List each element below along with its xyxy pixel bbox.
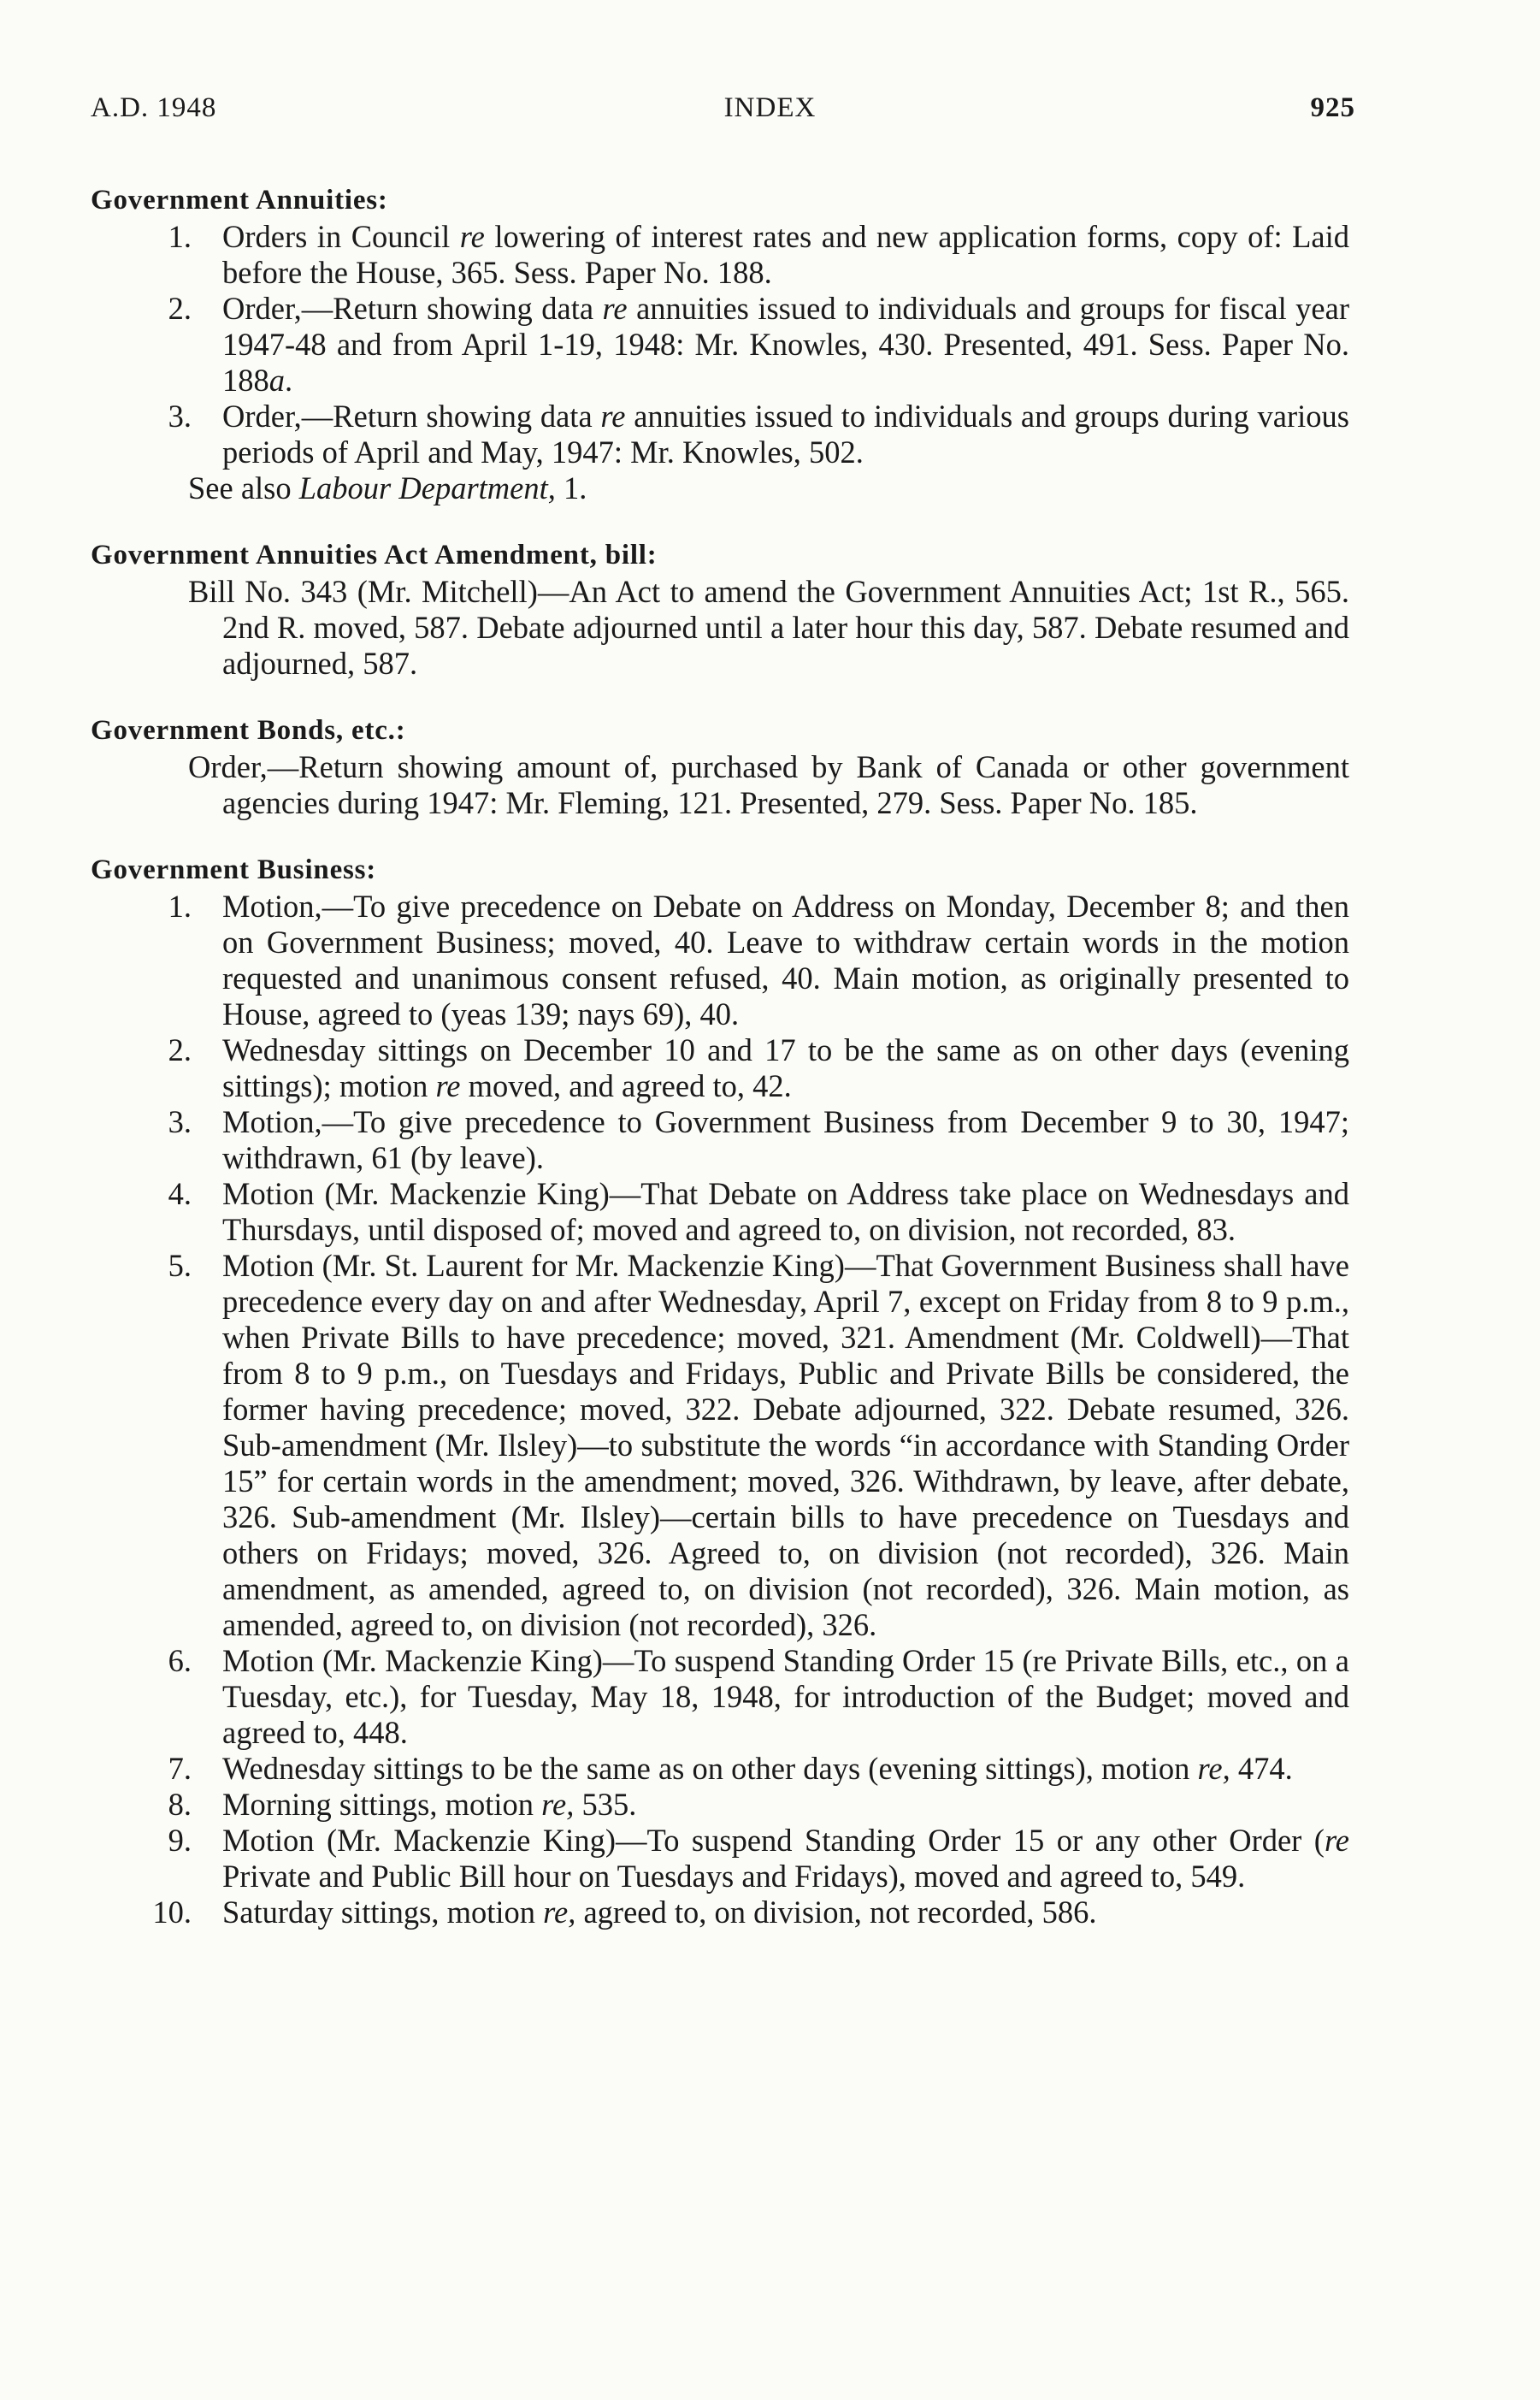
text-run: Motion (Mr. St. Laurent for Mr. Mackenzie King)—That Government Business shall have precedence every day on and after Wednesday, April 7, except on Friday from 8 to 9 p.m., when Private Bills to have precedence; moved, 321. Amendment (Mr. Coldwell)—That from 8 to 9 p.m., on Tuesdays and Fridays, Public and Private Bills be considered, the former having precedence; moved, 322. Debate adjourned, 322. Debate resumed, 326. Sub-amendment (Mr. Ilsley)—to substitute the words “in accordance with Standing Order 15” for certain words in the amendment; moved, 326. Withdrawn, by leave, after debate, 326. Sub-amendment (Mr. Ilsley)—certain bills to have precedence on Tuesdays and others on Fridays; moved, 326. Agreed to, on division (not recorded), 326. Main amendment, as amended, agreed to, on division (not recorded), 326. Main motion, as amended, agreed to, on division (not recorded), 326. xyxy=(222,1248,1349,1642)
text-run: annuities issued to individuals and groups during various periods of April and May, 1947: Mr. Knowles, 502. xyxy=(222,399,1349,470)
entry-number: 2. xyxy=(168,291,192,326)
italic-text: re, xyxy=(1197,1751,1230,1786)
italic-text: Labour Department, xyxy=(298,470,556,505)
index-entry xyxy=(91,1176,1349,1248)
running-header-year: A.D. 1948 xyxy=(91,92,217,123)
entry-number: 4. xyxy=(168,1176,192,1211)
text-run: 474. xyxy=(1230,1751,1293,1786)
index-entry xyxy=(91,1032,1349,1104)
italic-text: re xyxy=(600,399,626,434)
index-section xyxy=(91,181,1349,506)
index-entry xyxy=(91,749,1349,821)
text-run: Bill No. 343 (Mr. Mitchell)—An Act to amend the Government Annuities Act; 1st R., 565. 2nd R. moved, 587. Debate adjourned until a later hour this day, 587. Debate resumed and adjourned, 587. xyxy=(188,574,1349,681)
text-run: moved, and agreed to, 42. xyxy=(460,1068,792,1103)
text-run: Order,—Return showing data xyxy=(222,399,601,434)
text-run: Wednesday sittings on December 10 and 17 to be the same as on other days (evening sittings); motion xyxy=(222,1032,1349,1103)
index-content xyxy=(91,181,1349,1960)
entry-number: 1. xyxy=(168,219,192,254)
index-entry xyxy=(91,574,1349,682)
entry-number: 1. xyxy=(168,889,192,924)
text-run: Motion (Mr. Mackenzie King)—That Debate on Address take place on Wednesdays and Thursdays, until disposed of; moved and agreed to, on division, not recorded, 83. xyxy=(222,1176,1349,1247)
italic-text: re xyxy=(459,219,485,254)
text-run: lowering of interest rates and new application forms, copy of: Laid before the House, 365. Sess. Paper No. 188. xyxy=(222,219,1350,290)
text-run: Motion,—To give precedence on Debate on Address on Monday, December 8; and then on Government Business; moved, 40. Leave to withdraw certain words in the motion requested and unanimous consent refused, 40. Main motion, as originally presented to House, agreed to (yeas 139; nays 69), 40. xyxy=(222,889,1349,1032)
running-header-title: INDEX xyxy=(723,92,817,123)
index-entry xyxy=(91,1895,1349,1930)
italic-text: re xyxy=(602,291,628,326)
text-run: See also xyxy=(188,470,299,505)
index-section xyxy=(91,851,1349,1930)
index-entry xyxy=(91,1104,1349,1176)
text-run: agreed to, on division, not recorded, 586. xyxy=(575,1895,1097,1930)
italic-text: re, xyxy=(541,1787,575,1822)
section-heading: Government Bonds, etc.: xyxy=(91,715,406,746)
index-entry xyxy=(91,1787,1349,1823)
text-run: Order,—Return showing amount of, purchased by Bank of Canada or other government agencies during 1947: Mr. Fleming, 121. Presented, 279. Sess. Paper No. 185. xyxy=(188,749,1349,820)
text-run: Orders in Council xyxy=(222,219,460,254)
index-entry xyxy=(91,399,1349,470)
index-entry xyxy=(91,1751,1349,1787)
text-run: Wednesday sittings to be the same as on other days (evening sittings), motion xyxy=(222,1751,1198,1786)
section-heading: Government Business: xyxy=(91,854,377,885)
index-entry xyxy=(91,1643,1349,1751)
section-heading: Government Annuities Act Amendment, bill: xyxy=(91,540,658,570)
index-entry xyxy=(91,219,1349,291)
see-also-reference xyxy=(91,470,1349,506)
text-run: Private and Public Bill hour on Tuesdays and Fridays), moved and agreed to, 549. xyxy=(222,1859,1246,1894)
italic-text: a xyxy=(268,363,285,398)
entry-number: 2. xyxy=(168,1032,192,1067)
index-entry xyxy=(91,1823,1349,1895)
text-run: 1. xyxy=(555,470,587,505)
index-section xyxy=(91,712,1349,821)
italic-text: re xyxy=(435,1068,461,1103)
text-run: Motion,—To give precedence to Government Business from December 9 to 30, 1947; withdrawn, 61 (by leave). xyxy=(222,1104,1349,1175)
text-run: . xyxy=(285,363,293,398)
index-entry xyxy=(91,291,1349,399)
text-run: Morning sittings, motion xyxy=(222,1787,542,1822)
entry-number: 8. xyxy=(168,1787,192,1822)
entry-number: 7. xyxy=(168,1751,192,1786)
entry-number: 5. xyxy=(168,1248,192,1283)
italic-text: re, xyxy=(543,1895,576,1930)
entry-number: 9. xyxy=(168,1823,192,1858)
section-heading: Government Annuities: xyxy=(91,185,388,216)
text-run: Saturday sittings, motion xyxy=(222,1895,544,1930)
text-run: Motion (Mr. Mackenzie King)—To suspend Standing Order 15 or any other Order ( xyxy=(222,1823,1325,1858)
text-run: Motion (Mr. Mackenzie King)—To suspend Standing Order 15 (re Private Bills, etc., on a Tuesday, etc.), for Tuesday, May 18, 1948, for introduction of the Budget; moved and agreed to, 448. xyxy=(222,1643,1349,1750)
italic-text: re xyxy=(1324,1823,1349,1858)
page-number: 925 xyxy=(1310,92,1355,123)
index-entry xyxy=(91,1248,1349,1643)
text-run: 535. xyxy=(574,1787,637,1822)
entry-number: 6. xyxy=(168,1643,192,1678)
text-run: annuities issued to individuals and groups for fiscal year 1947-48 and from April 1-19, 1948: Mr. Knowles, 430. Presented, 491. Sess. Paper No. 188 xyxy=(222,291,1349,398)
text-run: Order,—Return showing data xyxy=(222,291,603,326)
entry-number: 3. xyxy=(168,399,192,434)
entry-number: 10. xyxy=(152,1895,192,1930)
entry-number: 3. xyxy=(168,1104,192,1139)
index-entry xyxy=(91,889,1349,1032)
index-section xyxy=(91,536,1349,682)
